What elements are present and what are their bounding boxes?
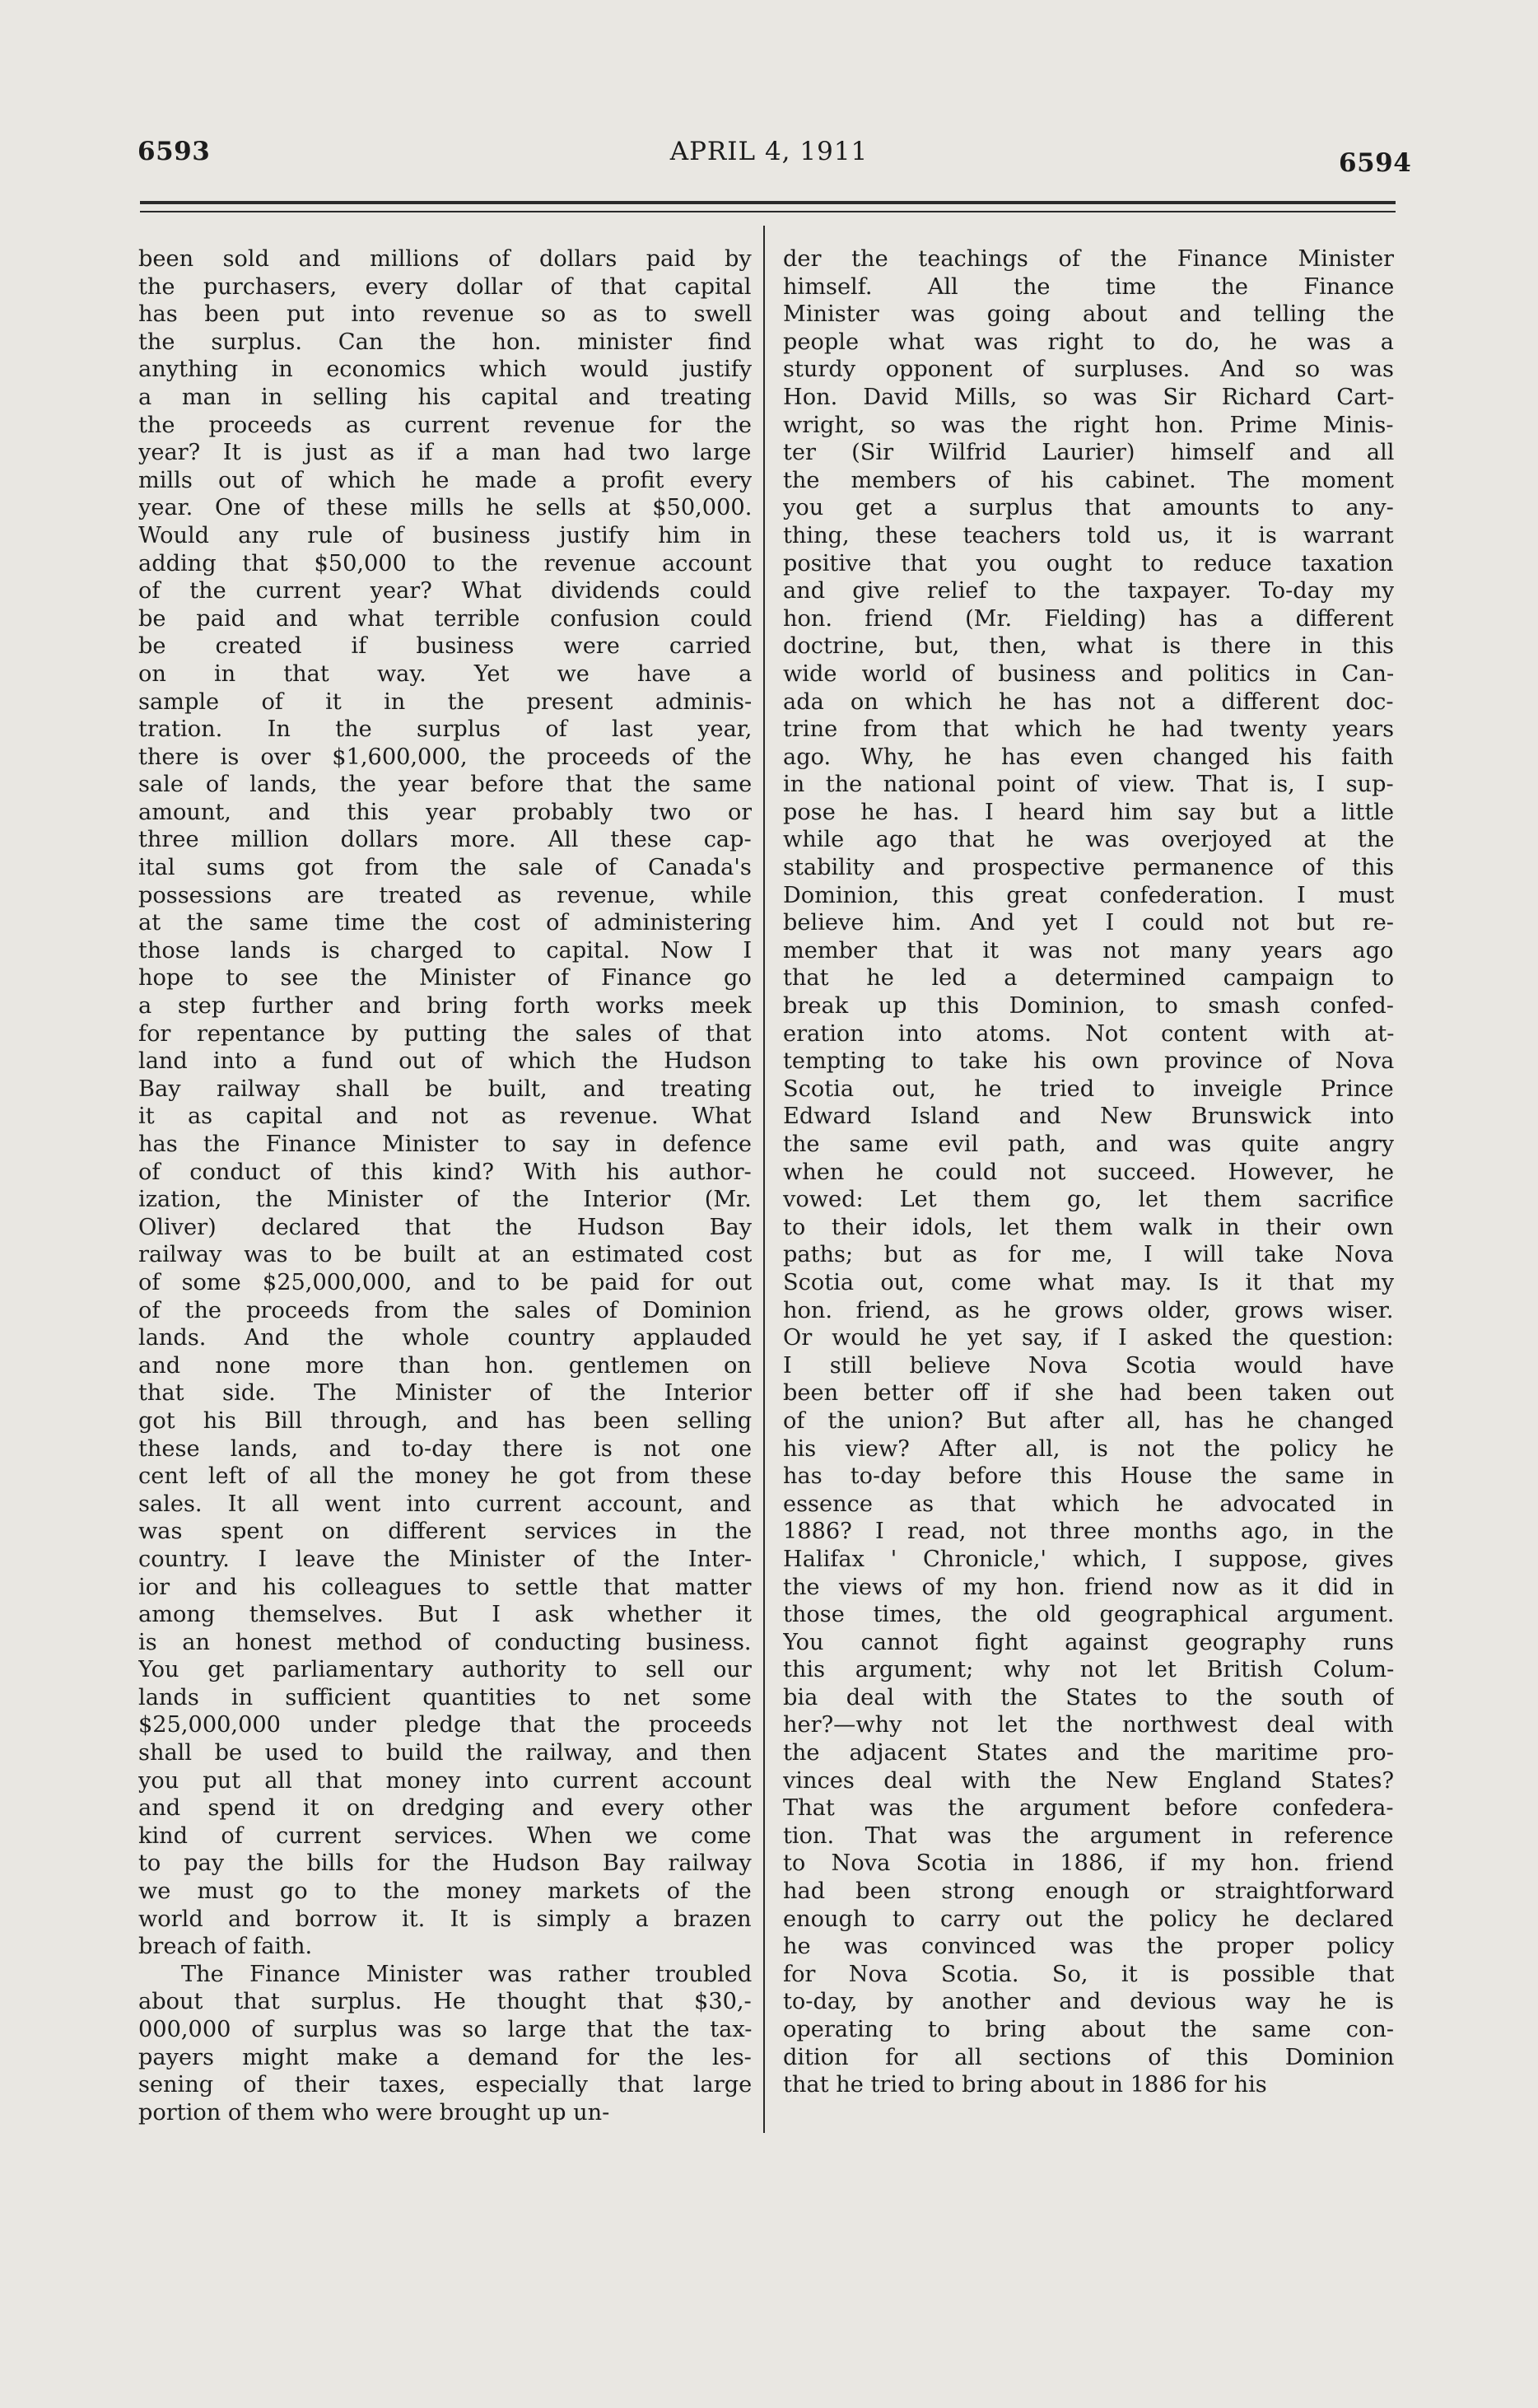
text-line: of the proceeds from the sales of Dominion [138,1297,752,1323]
text-line: doctrine, but, then, what is there in this [783,633,1394,660]
text-line: 1886? I read, not three months ago, in the [783,1519,1394,1545]
text-line: hon. friend, as he grows older, grows wiser. [783,1297,1394,1323]
text-line: you get a surplus that amounts to any- [783,495,1394,521]
text-line: sample of it in the present adminis- [138,688,752,715]
text-line: payers might make a demand for the les- [138,2044,752,2070]
text-line: his view? After all, is not the policy he [783,1435,1394,1462]
text-line: that side. The Minister of the Interior [138,1380,752,1407]
text-line: The Finance Minister was rather troubled [181,1961,752,1987]
text-line: portion of them who were brought up un- [138,2099,610,2126]
text-line: sening of their taxes, especially that large [138,2072,752,2098]
text-line: dition for all sections of this Dominion [783,2044,1394,2070]
text-line: sale of lands, the year before that the same [138,772,752,798]
text-line: it as capital and not as revenue. What [138,1104,752,1130]
column-divider [763,226,765,2133]
text-line: to pay the bills for the Hudson Bay railway [138,1850,752,1877]
text-line: you put all that money into current account [138,1767,752,1794]
text-line: sturdy opponent of surpluses. And so was [783,357,1394,383]
text-line: $25,000,000 under pledge that the proceeds [138,1712,752,1738]
text-line: Scotia out, he tried to inveigle Prince [783,1076,1394,1102]
text-line: the surplus. Can the hon. minister find [138,329,752,355]
text-line: tration. In the surplus of last year, [138,716,752,743]
text-line: that he tried to bring about in 1886 for his [783,2072,1267,2098]
text-line: believe him. And yet I could not but re- [783,910,1394,936]
text-line: a step further and bring forth works meek [138,993,752,1020]
text-line: ter (Sir Wilfrid Laurier) himself and all [783,440,1394,466]
text-line: member that it was not many years ago [783,937,1394,964]
text-line: wide world of business and politics in Can- [783,660,1394,687]
page-date: APRIL 4, 1911 [669,137,869,166]
text-line: breach of faith. [138,1934,313,1960]
text-line: amount, and this year probably two or [138,799,752,825]
text-line: the members of his cabinet. The moment [783,467,1394,493]
text-line: has to-day before this House the same in [783,1463,1394,1490]
text-line: vowed: Let them go, let them sacrifice [783,1187,1394,1213]
text-line: thing, these teachers told us, it is warrant [783,522,1394,548]
text-line: paths; but as for me, I will take Nova [783,1242,1394,1268]
text-line: pose he has. I heard him say but a little [783,799,1394,825]
header-rule-thin [140,211,1396,212]
text-line: year? It is just as if a man had two large [138,440,752,466]
text-line: of the union? But after all, has he changed [783,1407,1394,1434]
text-line: we must go to the money markets of the [138,1878,752,1905]
text-line: three million dollars more. All these cap- [138,827,752,853]
text-line: I still believe Nova Scotia would have [783,1352,1394,1379]
text-line: be created if business were carried [138,633,752,660]
text-line: Oliver) declared that the Hudson Bay [138,1214,752,1240]
text-line: of some $25,000,000, and to be paid for out [138,1269,752,1295]
text-line: Or would he yet say, if I asked the question: [783,1325,1394,1351]
text-line: about that surplus. He thought that $30,- [138,1989,752,2015]
text-line: her?—why not let the northwest deal with [783,1712,1394,1738]
left-page-number: 6593 [137,137,211,166]
text-line: ization, the Minister of the Interior (Mr. [138,1187,752,1213]
text-line: is an honest method of conducting business. [138,1629,752,1655]
text-line: the proceeds as current revenue for the [138,412,752,438]
text-line: adding that $50,000 to the revenue account [138,550,752,576]
right-column [783,245,1394,2099]
text-line: the same evil path, and was quite angry [783,1132,1394,1157]
text-line: Would any rule of business justify him in [138,522,752,548]
text-line: the views of my hon. friend now as it did in [783,1574,1394,1600]
text-line: he was convinced was the proper policy [783,1934,1394,1960]
text-line: that he led a determined campaign to [783,965,1394,992]
text-line: himself. All the time the Finance [783,273,1394,300]
text-line: at the same time the cost of administering [138,910,752,936]
text-line: ago. Why, he has even changed his faith [783,744,1394,770]
text-line: positive that you ought to reduce taxation [783,550,1394,576]
text-line: break up this Dominion, to smash confed- [783,993,1394,1020]
text-line: hon. friend (Mr. Fielding) has a different [783,605,1394,632]
text-line: a man in selling his capital and treating [138,384,752,410]
text-line: those times, the old geographical argument. [783,1602,1394,1628]
text-line: those lands is charged to capital. Now I [138,937,752,964]
text-line: operating to bring about the same con- [783,2017,1394,2042]
text-line: anything in economics which would justify [138,357,752,383]
text-line: of conduct of this kind? With his author- [138,1159,752,1185]
text-line: the purchasers, every dollar of that capital [138,273,752,300]
text-line: and give relief to the taxpayer. To-day my [783,578,1394,604]
text-line: der the teachings of the Finance Minister [783,246,1394,272]
text-line: world and borrow it. It is simply a brazen [138,1906,752,1932]
text-line: possessions are treated as revenue, while [138,882,752,908]
text-line: 000,000 of surplus was so large that the tax- [138,2017,752,2042]
text-line: and spend it on dredging and every other [138,1795,752,1822]
text-line: That was the argument before confedera- [783,1795,1394,1822]
text-line: eration into atoms. Not content with at- [783,1020,1394,1047]
text-line: for repentance by putting the sales of that [138,1020,752,1047]
text-line: and none more than hon. gentlemen on [138,1352,752,1379]
text-line: year. One of these mills he sells at $50,000. [138,495,752,521]
text-line: Dominion, this great confederation. I must [783,882,1394,908]
text-line: of the current year? What dividends could [138,578,752,604]
right-page-number: 6594 [1339,148,1412,178]
text-line: sales. It all went into current account, and [138,1491,752,1517]
text-line: to-day, by another and devious way he is [783,1989,1394,2015]
text-line: Scotia out, come what may. Is it that my [783,1269,1394,1295]
text-line: vinces deal with the New England States? [783,1767,1394,1794]
text-line: Minister was going about and telling the [783,301,1394,328]
text-line: in the national point of view. That is, I sup- [783,772,1394,798]
text-line: these lands, and to-day there is not one [138,1435,752,1462]
text-line: Halifax ' Chronicle,' which, I suppose, gives [783,1546,1394,1572]
text-line: land into a fund out of which the Hudson [138,1048,752,1075]
text-line: bia deal with the States to the south of [783,1684,1394,1710]
text-line: You get parliamentary authority to sell our [138,1657,752,1683]
text-line: has the Finance Minister to say in defence [138,1132,752,1157]
text-line: trine from that which he had twenty years [783,716,1394,743]
text-line: ital sums got from the sale of Canada's [138,855,752,881]
text-line: kind of current services. When we come [138,1822,752,1849]
text-line: Hon. David Mills, so was Sir Richard Cart- [783,384,1394,410]
text-line: when he could not succeed. However, he [783,1159,1394,1185]
text-line: tempting to take his own province of Nova [783,1048,1394,1075]
text-line: Edward Island and New Brunswick into [783,1104,1394,1130]
text-line: shall be used to build the railway, and then [138,1740,752,1766]
text-line: lands. And the whole country applauded [138,1325,752,1351]
text-line: wright, so was the right hon. Prime Minis- [783,412,1394,438]
text-line: had been strong enough or straightforward [783,1878,1394,1905]
text-line: was spent on different services in the [138,1519,752,1545]
text-line: the adjacent States and the maritime pro- [783,1740,1394,1766]
text-line: to Nova Scotia in 1886, if my hon. friend [783,1850,1394,1877]
text-line: stability and prospective permanence of this [783,855,1394,881]
text-line: on in that way. Yet we have a [138,660,752,687]
text-line: to their idols, let them walk in their own [783,1214,1394,1240]
text-line: been sold and millions of dollars paid by [138,246,752,272]
text-line: among themselves. But I ask whether it [138,1602,752,1628]
text-line: be paid and what terrible confusion could [138,605,752,632]
text-line: enough to carry out the policy he declared [783,1906,1394,1932]
text-line: country. I leave the Minister of the Inter- [138,1546,752,1572]
text-line: tion. That was the argument in reference [783,1822,1394,1849]
text-line: lands in sufficient quantities to net some [138,1684,752,1710]
text-line: Bay railway shall be built, and treating [138,1076,752,1102]
text-line: got his Bill through, and has been selling [138,1407,752,1434]
text-line: You cannot fight against geography runs [783,1629,1394,1655]
text-line: while ago that he was overjoyed at the [783,827,1394,853]
text-line: railway was to be built at an estimated cost [138,1242,752,1268]
text-line: has been put into revenue so as to swell [138,301,752,328]
text-line: this argument; why not let British Colum- [783,1657,1394,1683]
text-line: mills out of which he made a profit every [138,467,752,493]
text-line: hope to see the Minister of Finance go [138,965,752,992]
text-line: there is over $1,600,000, the proceeds of the [138,744,752,770]
text-line: essence as that which he advocated in [783,1491,1394,1517]
text-line: for Nova Scotia. So, it is possible that [783,1961,1394,1987]
text-line: ada on which he has not a different doc- [783,688,1394,715]
header-rule-thick [140,201,1396,204]
text-line: cent left of all the money he got from these [138,1463,752,1490]
text-line: ior and his colleagues to settle that matter [138,1574,752,1600]
left-column [138,245,752,2126]
text-line: people what was right to do, he was a [783,329,1394,355]
text-line: been better off if she had been taken out [783,1380,1394,1407]
